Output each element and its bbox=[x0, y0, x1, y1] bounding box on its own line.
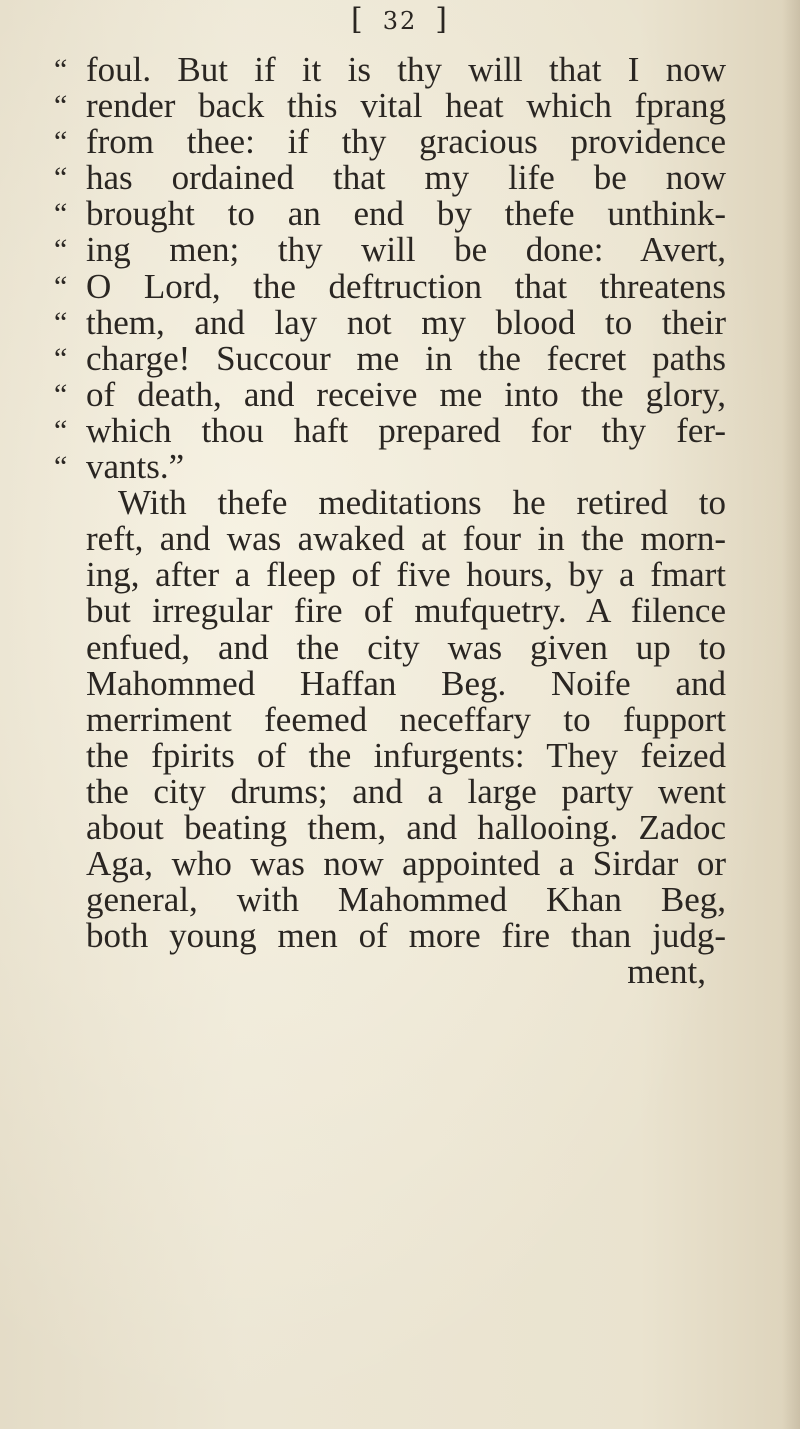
quote-marker: “ bbox=[54, 269, 68, 303]
text-line bbox=[86, 771, 726, 811]
running-head bbox=[0, 2, 800, 37]
text-line bbox=[86, 699, 726, 739]
line-text: With thefe meditations he retired to bbox=[118, 483, 726, 523]
quote-marker: “ bbox=[54, 450, 68, 484]
text-line bbox=[54, 86, 726, 126]
line-text: vants.” bbox=[86, 447, 185, 487]
quote-marker: “ bbox=[54, 341, 68, 375]
text-line bbox=[86, 807, 726, 847]
line-text: ing men; thy will be done: Avert, bbox=[86, 230, 726, 270]
text-line bbox=[54, 302, 726, 342]
page-number-open-bracket: [ bbox=[351, 2, 365, 37]
text-line bbox=[54, 447, 726, 487]
quote-marker: “ bbox=[54, 377, 68, 411]
page-edge-shadow bbox=[782, 0, 800, 1429]
line-text: has ordained that my life be now bbox=[86, 158, 726, 198]
text-line bbox=[86, 593, 726, 629]
line-text: brought to an end by thefe unthink- bbox=[86, 194, 726, 234]
quote-marker: “ bbox=[54, 305, 68, 339]
line-text: from thee: if thy gracious providence bbox=[86, 122, 726, 162]
text-line bbox=[86, 735, 726, 775]
line-text: which thou haft prepared for thy fer- bbox=[86, 410, 726, 450]
line-text: of death, and receive me into the glory, bbox=[86, 374, 726, 414]
quote-marker: “ bbox=[54, 89, 68, 123]
catchword-line bbox=[86, 954, 726, 990]
line-text: merriment feemed neceffary to fupport bbox=[86, 699, 726, 739]
quote-marker: “ bbox=[54, 125, 68, 159]
line-text: charge! Succour me in the fecret paths bbox=[86, 338, 726, 378]
quote-marker: “ bbox=[54, 413, 68, 447]
text-line bbox=[54, 194, 726, 234]
line-text: O Lord, the deftruction that threatens bbox=[86, 266, 726, 306]
quote-marker: “ bbox=[54, 161, 68, 195]
quote-marker: “ bbox=[54, 53, 68, 86]
text-line bbox=[54, 230, 726, 270]
text-line bbox=[86, 846, 726, 882]
line-text: the city drums; and a large party went bbox=[86, 771, 726, 811]
text-line bbox=[86, 882, 726, 918]
line-text: them, and lay not my blood to their bbox=[86, 302, 726, 342]
quote-marker: “ bbox=[54, 197, 68, 231]
text-line bbox=[86, 521, 726, 557]
line-text: enfued, and the city was given up to bbox=[86, 627, 726, 667]
line-text: reft, and was awaked at four in the morn- bbox=[86, 519, 726, 559]
text-line bbox=[54, 338, 726, 378]
page-number-close-bracket: ] bbox=[435, 2, 449, 37]
text-line bbox=[54, 374, 726, 414]
line-text: render back this vital heat which fprang bbox=[86, 86, 726, 126]
line-text: both young men of more fire than judg- bbox=[86, 916, 726, 956]
text-line bbox=[86, 627, 726, 667]
line-text: Mahommed Haffan Beg. Noife and bbox=[86, 663, 726, 703]
text-line bbox=[86, 485, 726, 521]
page-number: 32 bbox=[382, 7, 418, 35]
line-text: the fpirits of the infurgents: They feized bbox=[86, 735, 726, 775]
text-line bbox=[86, 663, 726, 703]
line-text: foul. But if it is thy will that I now bbox=[86, 50, 726, 89]
text-line bbox=[86, 557, 726, 593]
text-line bbox=[54, 50, 726, 89]
line-text: about beating them, and hallooing. Zadoc bbox=[86, 807, 726, 847]
line-text: but irregular fire of mufquetry. A filence bbox=[86, 591, 726, 631]
quote-marker: “ bbox=[54, 233, 68, 267]
line-text: ing, after a fleep of five hours, by a fmart bbox=[86, 555, 726, 595]
text-line bbox=[86, 918, 726, 954]
text-line bbox=[54, 266, 726, 306]
line-text: general, with Mahommed Khan Beg, bbox=[86, 880, 726, 920]
catchword: ment, bbox=[627, 952, 706, 992]
text-line bbox=[54, 410, 726, 450]
body-text bbox=[54, 50, 726, 992]
line-text: Aga, who was now appointed a Sirdar or bbox=[86, 844, 726, 884]
text-line bbox=[54, 158, 726, 198]
text-line bbox=[54, 122, 726, 162]
